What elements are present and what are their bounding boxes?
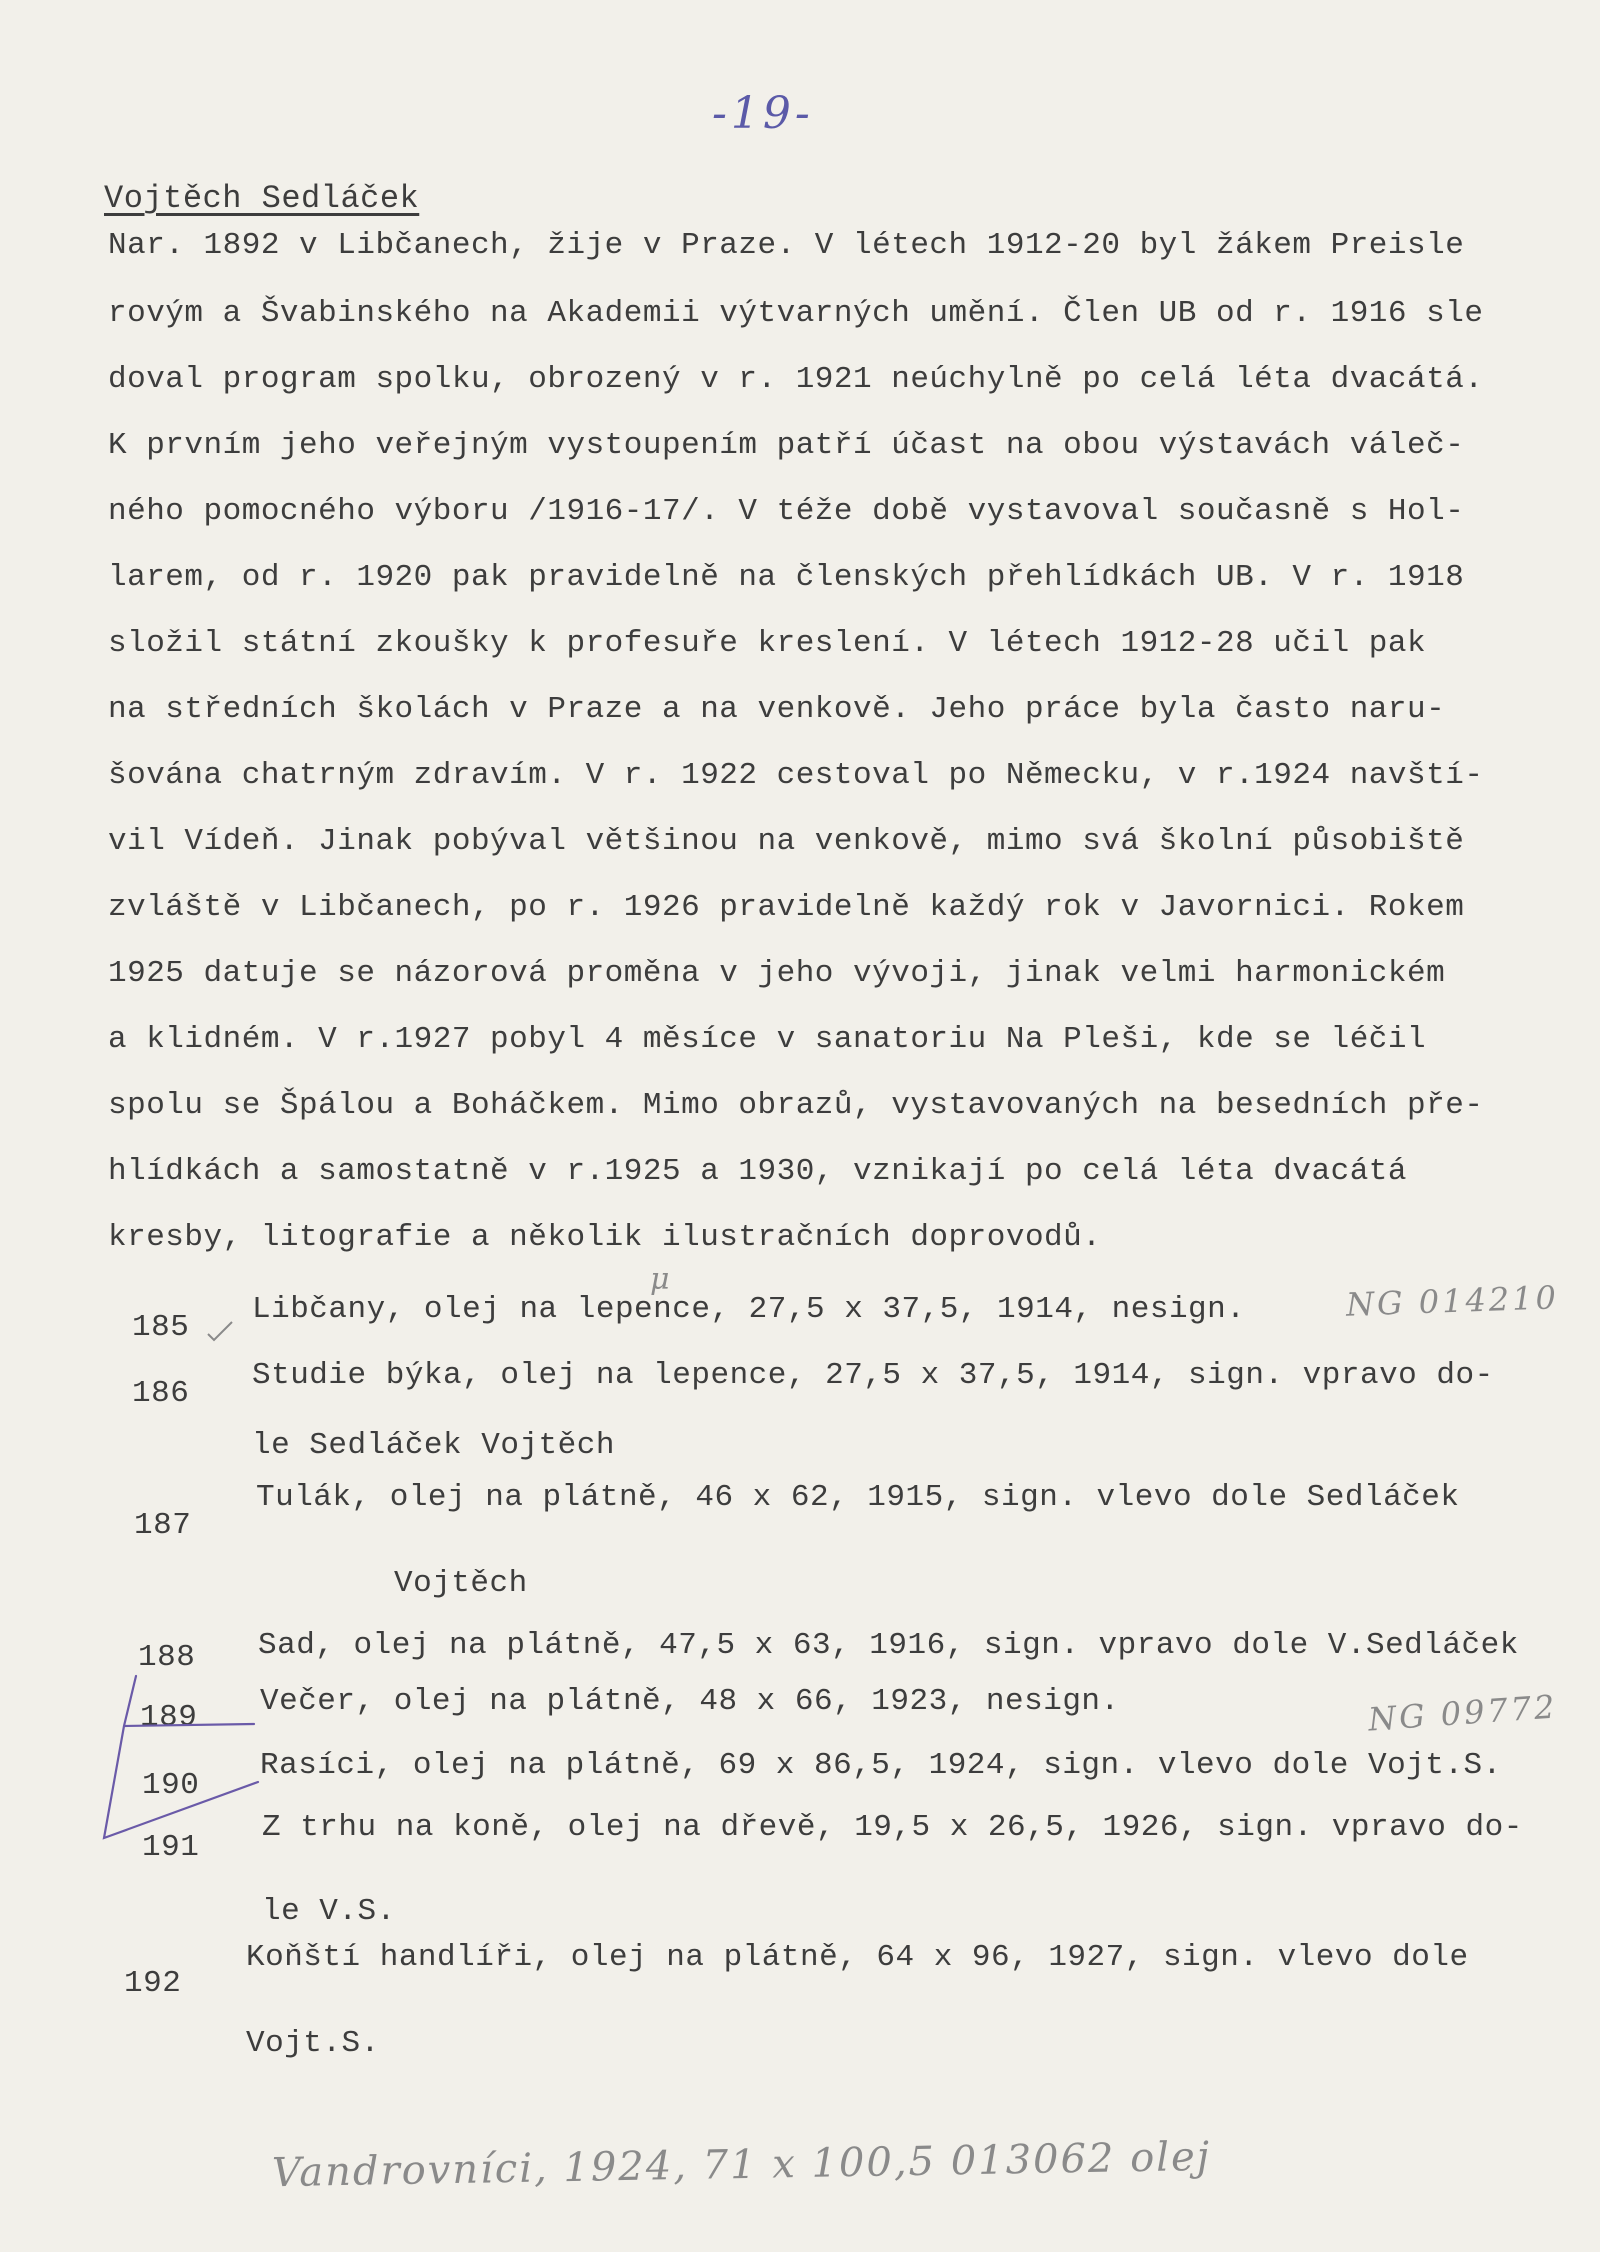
heading: Vojtěch Sedláček (104, 180, 420, 217)
entry-text: Libčany, olej na lepence, 27,5 x 37,5, 1914, nesign. (252, 1292, 1246, 1327)
inventory-number-189: NG 09772 (1366, 1687, 1559, 1739)
entry-text: Vojtěch (394, 1566, 528, 1601)
entry-text: Koňští handlíři, olej na plátně, 64 x 96, 1927, sign. vlevo dole (246, 1940, 1469, 1975)
bio-line: kresby, litografie a několik ilustračních doprovodů. (108, 1220, 1102, 1255)
bio-line: na středních školách v Praze a na venkově. Jeho práce byla často naru- (108, 692, 1446, 727)
bio-line: hlídkách a samostatně v r.1925 a 1930, vznikají po celá léta dvacátá (108, 1154, 1408, 1189)
bio-line: rovým a Švabinského na Akademii výtvarných umění. Člen UB od r. 1916 sle (108, 296, 1484, 331)
bottom-note: Vandrovníci, 1924, 71 x 100,5 013062 olej (271, 2133, 1212, 2197)
entry-text: Vojt.S. (246, 2026, 380, 2061)
bio-line: doval program spolku, obrozený v r. 1921 neúchylně po celá léta dvacátá. (108, 362, 1484, 397)
entry-text: le Sedláček Vojtěch (252, 1428, 615, 1463)
bio-line: spolu se Špálou a Boháčkem. Mimo obrazů, vystavovaných na besedních pře- (108, 1088, 1484, 1123)
bio-line: ného pomocného výboru /1916-17/. V téže době vystavoval současně s Hol- (108, 494, 1465, 529)
entry-text: le V.S. (262, 1894, 396, 1929)
entry-text: Rasíci, olej na plátně, 69 x 86,5, 1924, sign. vlevo dole Vojt.S. (260, 1748, 1502, 1783)
page-number: -19- (712, 88, 814, 139)
bio-line: larem, od r. 1920 pak pravidelně na členských přehlídkách UB. V r. 1918 (108, 560, 1465, 595)
entry-number: 185 (132, 1310, 190, 1345)
entry-number: 190 (142, 1768, 200, 1803)
entry-text: Sad, olej na plátně, 47,5 x 63, 1916, sign. vpravo dole V.Sedláček (258, 1628, 1519, 1663)
entry-text: Z trhu na koně, olej na dřevě, 19,5 x 26,5, 1926, sign. vpravo do- (262, 1810, 1523, 1845)
bio-line: Nar. 1892 v Libčanech, žije v Praze. V létech 1912-20 byl žákem Preisle (108, 228, 1465, 263)
bio-line: šována chatrným zdravím. V r. 1922 cestoval po Německu, v r.1924 navští- (108, 758, 1484, 793)
correction-mark: μ (650, 1262, 670, 1297)
check-mark-icon (208, 1322, 232, 1340)
entry-number: 189 (140, 1700, 198, 1735)
bio-line: zvláště v Libčanech, po r. 1926 pravidelně každý rok v Javornici. Rokem (108, 890, 1465, 925)
entry-number: 191 (142, 1830, 200, 1865)
entry-text: Večer, olej na plátně, 48 x 66, 1923, nesign. (260, 1684, 1120, 1719)
bio-line: K prvním jeho veřejným vystoupením patří účast na obou výstavách váleč- (108, 428, 1465, 463)
entry-text: Studie býka, olej na lepence, 27,5 x 37,5, 1914, sign. vpravo do- (252, 1358, 1494, 1393)
entry-number: 188 (138, 1640, 196, 1675)
entry-number: 186 (132, 1376, 190, 1411)
entry-number: 187 (134, 1508, 192, 1543)
bio-line: a klidném. V r.1927 pobyl 4 měsíce v sanatoriu Na Pleši, kde se léčil (108, 1022, 1427, 1057)
bio-line: vil Vídeň. Jinak pobýval většinou na venkově, mimo svá školní působiště (108, 824, 1465, 859)
entry-text: Tulák, olej na plátně, 46 x 62, 1915, sign. vlevo dole Sedláček (256, 1480, 1460, 1515)
entry-number: 192 (124, 1966, 182, 2001)
bio-line: složil státní zkoušky k profesuře kreslení. V létech 1912-28 učil pak (108, 626, 1427, 661)
inventory-number-185: NG 014210 (1345, 1278, 1560, 1324)
bio-line: 1925 datuje se názorová proměna v jeho vývoji, jinak velmi harmonickém (108, 956, 1446, 991)
